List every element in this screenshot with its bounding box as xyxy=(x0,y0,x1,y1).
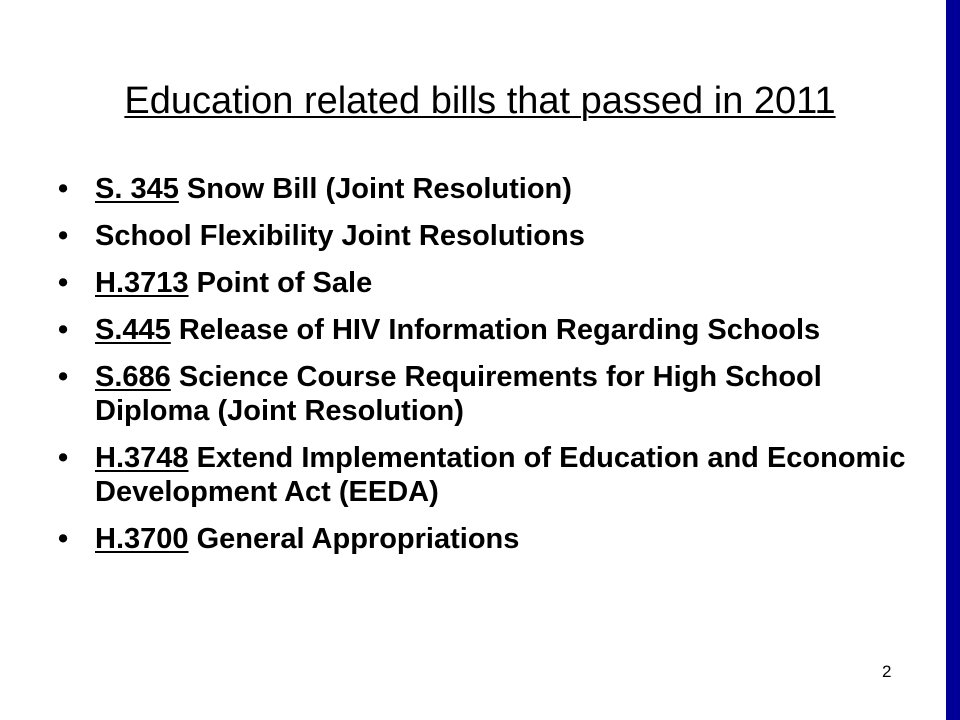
bill-description: Snow Bill (Joint Resolution) xyxy=(178,173,572,205)
bill-description: Release of HIV Information Regarding Schools xyxy=(170,314,821,346)
bill-description: School Flexibility Joint Resolutions xyxy=(95,220,585,252)
list-item xyxy=(58,172,918,206)
bullet-icon: • xyxy=(58,361,69,393)
bill-description: Extend Implementation of Education and Economic Development Act (EEDA) xyxy=(95,442,906,508)
bill-link[interactable]: H.3713 xyxy=(95,267,189,299)
bill-description: Science Course Requirements for High School Diploma (Joint Resolution) xyxy=(95,361,822,427)
bill-description: Point of Sale xyxy=(188,267,373,299)
list-item xyxy=(58,266,918,300)
bullet-icon: • xyxy=(58,220,69,252)
list-item xyxy=(58,522,918,556)
bill-link[interactable]: S. 345 xyxy=(95,173,179,205)
slide-title: Education related bills that passed in 2011 xyxy=(124,80,836,122)
bill-link[interactable]: S.686 xyxy=(95,361,171,393)
list-item xyxy=(58,219,918,253)
bullet-icon: • xyxy=(58,173,69,205)
bill-link[interactable]: H.3700 xyxy=(95,523,189,555)
list-item xyxy=(58,313,918,347)
list-item xyxy=(58,441,918,509)
bullet-icon: • xyxy=(58,314,69,346)
bill-link[interactable]: H.3748 xyxy=(95,442,189,474)
bill-link[interactable]: S.445 xyxy=(95,314,171,346)
bullet-icon: • xyxy=(58,523,69,555)
bullet-icon: • xyxy=(58,442,69,474)
page-number: 2 xyxy=(882,662,892,681)
bill-list xyxy=(58,172,918,569)
bill-description: General Appropriations xyxy=(188,523,520,555)
list-item xyxy=(58,360,918,428)
bullet-icon: • xyxy=(58,267,69,299)
